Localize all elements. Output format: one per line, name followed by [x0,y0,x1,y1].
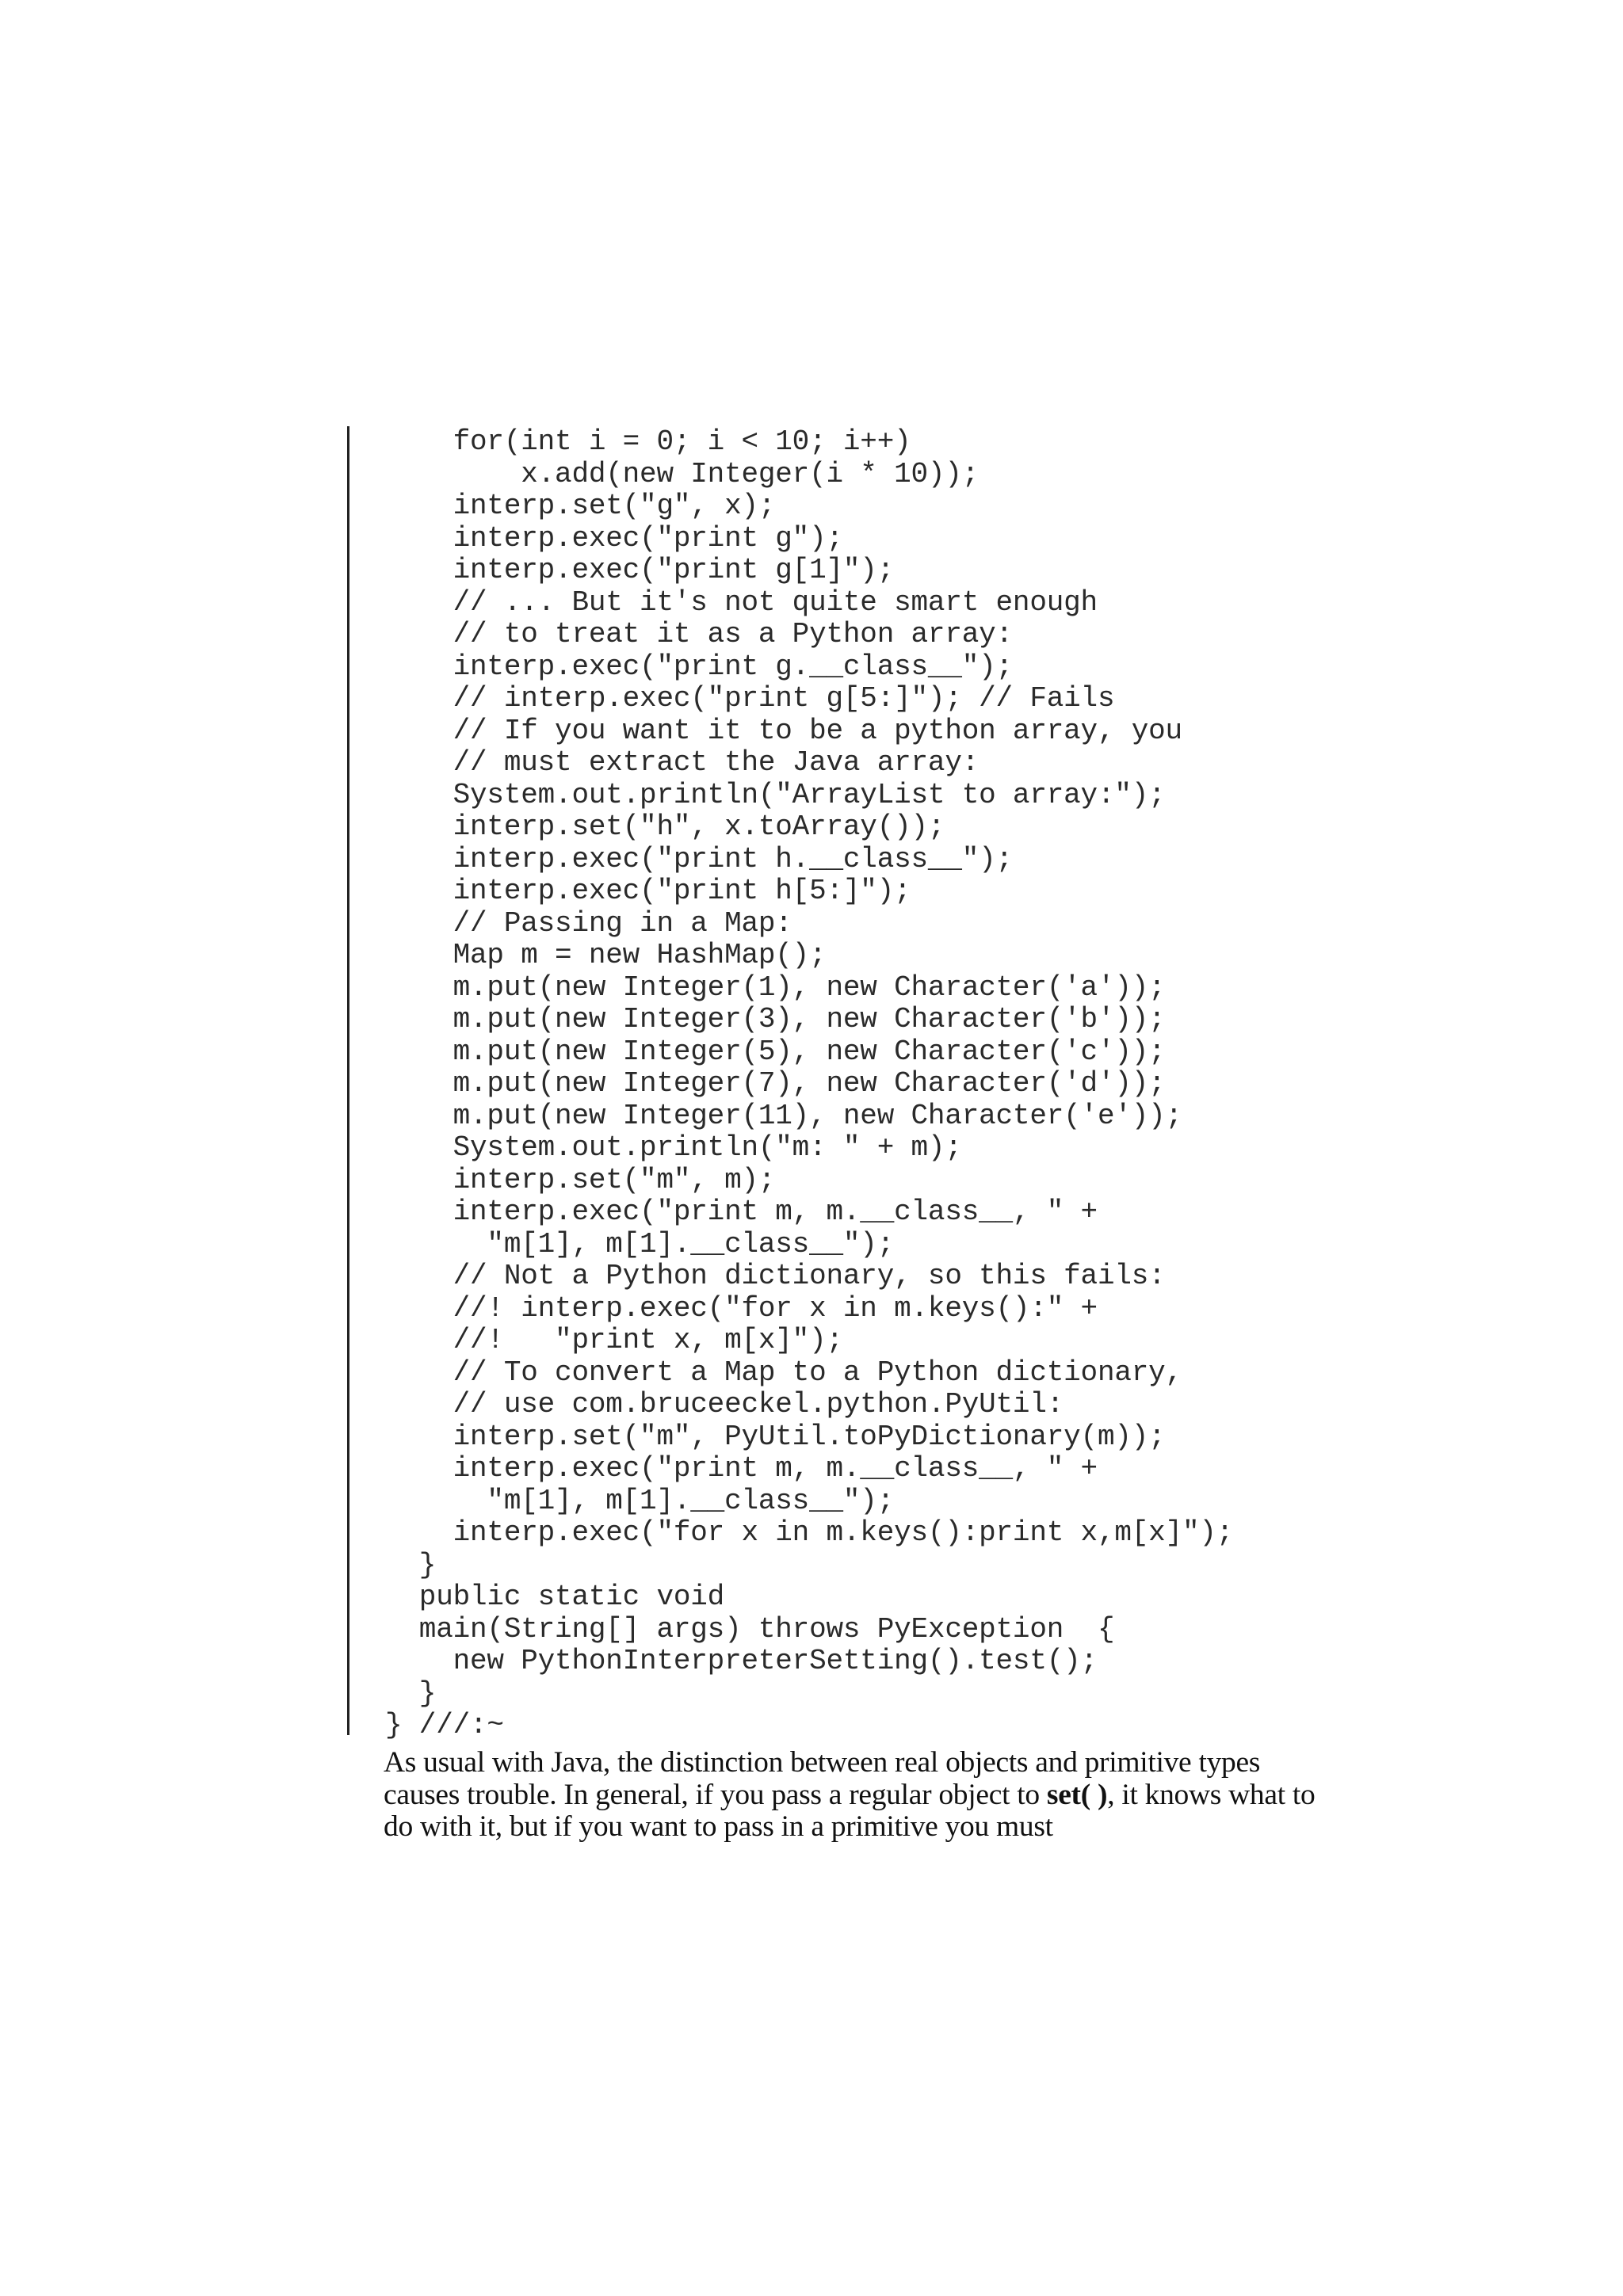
method-name-set: set( ) [1046,1778,1108,1811]
code-line: // use com.bruceeckel.python.PyUtil: [385,1388,1064,1421]
code-line: interp.exec("for x in m.keys():print x,m[x]"); [385,1516,1234,1549]
code-line: m.put(new Integer(3), new Character('b')); [385,1003,1166,1035]
code-line: m.put(new Integer(7), new Character('d')); [385,1067,1166,1100]
code-line: } [385,1548,437,1581]
paragraph-text-end: , it knows what to do with it, but if you want to pass in a primitive you must [384,1778,1316,1843]
code-line: public static void [385,1581,725,1613]
code-line: main(String[] args) throws PyException { [385,1612,1115,1646]
code-line: // To convert a Map to a Python dictionary, [385,1356,1182,1389]
code-line: Map m = new HashMap(); [385,939,827,971]
code-lines [385,426,1233,1742]
code-line: // If you want it to be a python array, you [385,714,1182,747]
code-line: interp.exec("print g[1]"); [385,554,895,586]
code-line: } ///:~ [385,1709,504,1741]
code-line: } [385,1676,437,1710]
code-line: interp.set("m", m); [385,1163,776,1196]
code-line: //! "print x, m[x]"); [385,1324,843,1356]
code-line: interp.exec("print h.__class__"); [385,842,1013,875]
code-line: // Passing in a Map: [385,906,792,940]
code-line: interp.set("m", PyUtil.toPyDictionary(m)); [385,1420,1166,1453]
code-line: m.put(new Integer(11), new Character('e')); [385,1099,1182,1132]
code-line: // must extract the Java array: [385,746,980,779]
code-line: m.put(new Integer(5), new Character('c')); [385,1035,1166,1068]
code-line: interp.set("g", x); [385,490,776,522]
code-line: System.out.println("ArrayList to array:"); [385,778,1166,811]
code-line: "m[1], m[1].__class__"); [385,1227,895,1261]
code-line: x.add(new Integer(i * 10)); [385,457,980,490]
code-line: interp.exec("print m, m.__class__, " + [385,1452,1098,1485]
code-line: for(int i = 0; i < 10; i++) [385,425,911,458]
code-line: // to treat it as a Python array: [385,618,1013,650]
code-line: interp.set("h", x.toArray()); [385,810,945,843]
code-line: // Not a Python dictionary, so this fails: [385,1260,1166,1292]
code-line: m.put(new Integer(1), new Character('a')); [385,971,1166,1004]
code-line: // interp.exec("print g[5:]"); // Fails [385,682,1115,715]
code-line: new PythonInterpreterSetting().test(); [385,1645,1098,1677]
body-paragraph [384,1747,1327,1844]
code-line: interp.exec("print g.__class__"); [385,650,1013,683]
code-line: interp.exec("print m, m.__class__, " + [385,1196,1098,1228]
paragraph-text-start: As usual with Java, the distinction between real objects and primitive types causes trouble. In general, if you pass a regular object to [384,1746,1261,1811]
code-line: interp.exec("print g"); [385,521,843,555]
code-line: // ... But it's not quite smart enough [385,585,1098,619]
code-line: System.out.println("m: " + m); [385,1131,962,1164]
code-line: "m[1], m[1].__class__"); [385,1484,895,1517]
code-line: //! interp.exec("for x in m.keys():" + [385,1291,1098,1325]
code-line: interp.exec("print h[5:]"); [385,875,911,907]
code-listing [347,425,1380,1741]
